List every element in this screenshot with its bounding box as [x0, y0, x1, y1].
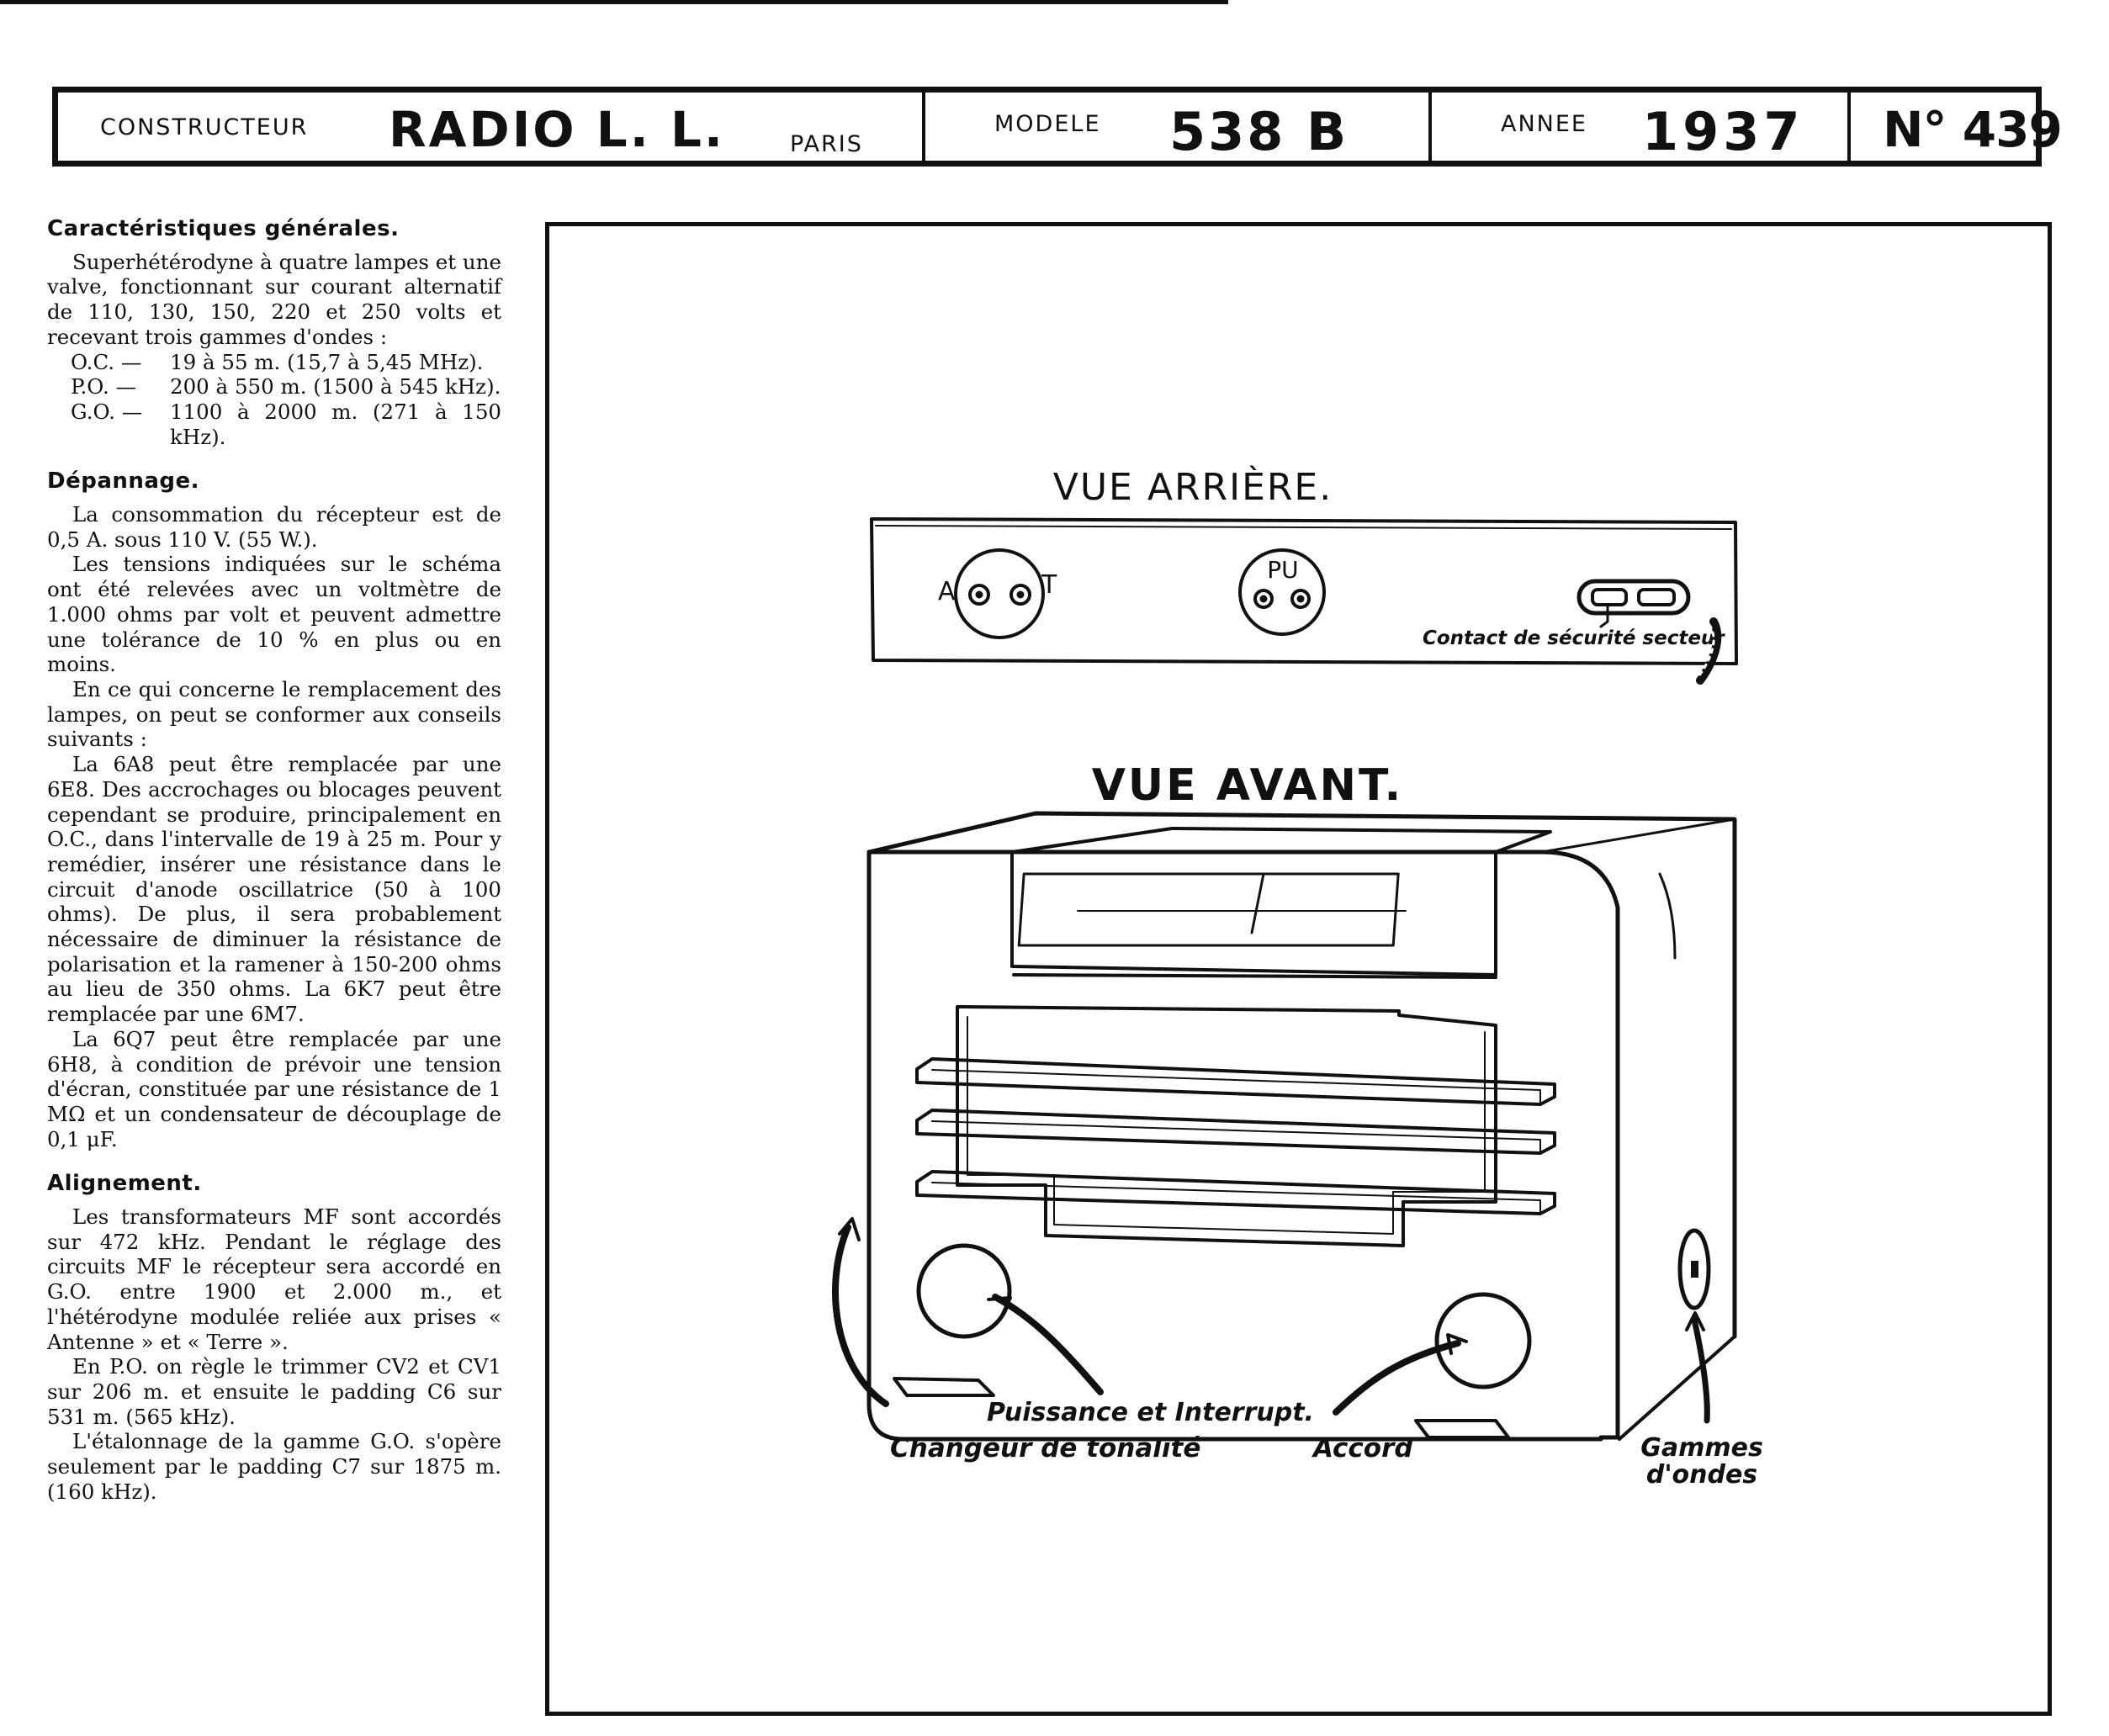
header-bar	[52, 87, 2062, 167]
band-go: G.O. — 1100 à 2000 m. (271 à 150 kHz).	[71, 399, 501, 449]
front-foot-right	[1416, 1421, 1508, 1437]
safety-contact-label: Contact de sécurité secteur	[1423, 627, 1725, 649]
annee-label: ANNEE	[1501, 111, 1587, 137]
rear-view-title: VUE ARRIÈRE.	[1052, 466, 1333, 509]
tone-changer-label: Changeur de tonalité	[890, 1433, 1201, 1463]
power-switch-label: Puissance et Interrupt.	[987, 1398, 1314, 1427]
general-characteristics-body: Superhétérodyne à quatre lampes et une valve, fonctionnant sur courant alternatif de 110, 130, 150, 220 et 250 volts et recevant trois gammes d'ondes :	[47, 249, 501, 349]
depannage-para: La consommation du récepteur est de 0,5 A. sous 110 V. (55 W.).	[47, 502, 501, 552]
header-manufacturer-cell	[58, 93, 925, 161]
band-po: P.O. — 200 à 550 m. (1500 à 545 kHz).	[71, 374, 501, 400]
depannage-para: La 6A8 peut être remplacée par une 6E8. Des accrochages ou blocages peuvent cependant se produire, principalement en O.C., dans l'intervalle de 19 à 25 m. Pour y remédier, insérer une résistance dans le circuit d'anode oscillatrice (50 à 100 ohms). De plus, il sera probablement nécessaire de diminuer la résistance de polarisation et la ramener à 150-200 ohms au lieu de 350 ohms. La 6K7 peut être remplacée par une 6M7.	[47, 752, 501, 1027]
front-foot-left	[894, 1379, 994, 1395]
depannage-para: En ce qui concerne le remplacement des lampes, on peut se conformer aux conseils suivants :	[47, 677, 501, 752]
alignement-para: L'étalonnage de la gamme G.O. s'opère seulement par le padding C7 sur 1875 m. (160 kHz).	[47, 1429, 501, 1504]
alignement-title: Alignement.	[47, 1171, 202, 1197]
general-characteristics-title: Caractéristiques générales.	[47, 216, 400, 241]
header-number-cell	[1851, 93, 2062, 161]
header-model-cell	[925, 93, 1432, 161]
bands-label-line2: d'ondes	[1645, 1460, 1758, 1490]
header-year-cell	[1432, 93, 1851, 161]
safety-contact	[1579, 581, 1688, 627]
tuning-knob	[1437, 1294, 1529, 1387]
year: 1937	[1642, 101, 1804, 162]
depannage-para: La 6Q7 peut être remplacée par une 6H8, à condition de prévoir une tension d'écran, constituée par une résistance de 1 MΩ et un condensateur de découplage de 0,1 μF.	[47, 1026, 501, 1151]
radio-drawings	[549, 226, 2048, 1712]
bands-label-line1: Gammes	[1640, 1433, 1763, 1463]
depannage-para: Les tensions indiquées sur le schéma ont été relevées avec un voltmètre de 1.000 ohms par volt et peuvent admettre une tolérance de 10 % en plus ou en moins.	[47, 552, 501, 677]
tone-power-knob	[919, 1246, 1009, 1336]
city-label: PARIS	[790, 131, 863, 157]
socket-t-label: T	[1041, 570, 1057, 600]
antenna-earth-socket	[956, 550, 1043, 638]
model-number: 538 B	[1169, 101, 1349, 162]
modele-label: MODELE	[994, 111, 1101, 137]
socket-a-label: A	[938, 577, 956, 606]
alignement-para: Les transformateurs MF sont accordés sur 472 kHz. Pendant le réglage des circuits MF le récepteur sera accordé en G.O. entre 1900 et 2.000 m., et l'hétérodyne modulée reliée aux prises « Antenne » et « Terre ».	[47, 1204, 501, 1354]
radio-cabinet	[869, 813, 1735, 1439]
text-column	[47, 217, 501, 1505]
depannage-title: Dépannage.	[47, 468, 200, 495]
band-list	[47, 350, 501, 450]
alignement-para: En P.O. on règle le trimmer CV2 et CV1 sur 206 m. et ensuite le padding C6 sur 531 m. (565 kHz).	[47, 1354, 501, 1429]
drawing-panel	[545, 222, 2052, 1716]
top-rule	[0, 0, 1228, 4]
speaker-grille	[917, 1007, 1555, 1246]
band-oc: O.C. — 19 à 55 m. (15,7 à 5,45 MHz).	[71, 349, 484, 374]
front-view-title: VUE AVANT.	[1091, 760, 1404, 811]
brand-name: RADIO L. L.	[389, 101, 725, 158]
constructeur-label: CONSTRUCTEUR	[100, 114, 309, 140]
sheet-number: N° 439	[1883, 101, 2062, 158]
tuning-label: Accord	[1313, 1433, 1413, 1463]
socket-pu-label: PU	[1267, 556, 1299, 584]
